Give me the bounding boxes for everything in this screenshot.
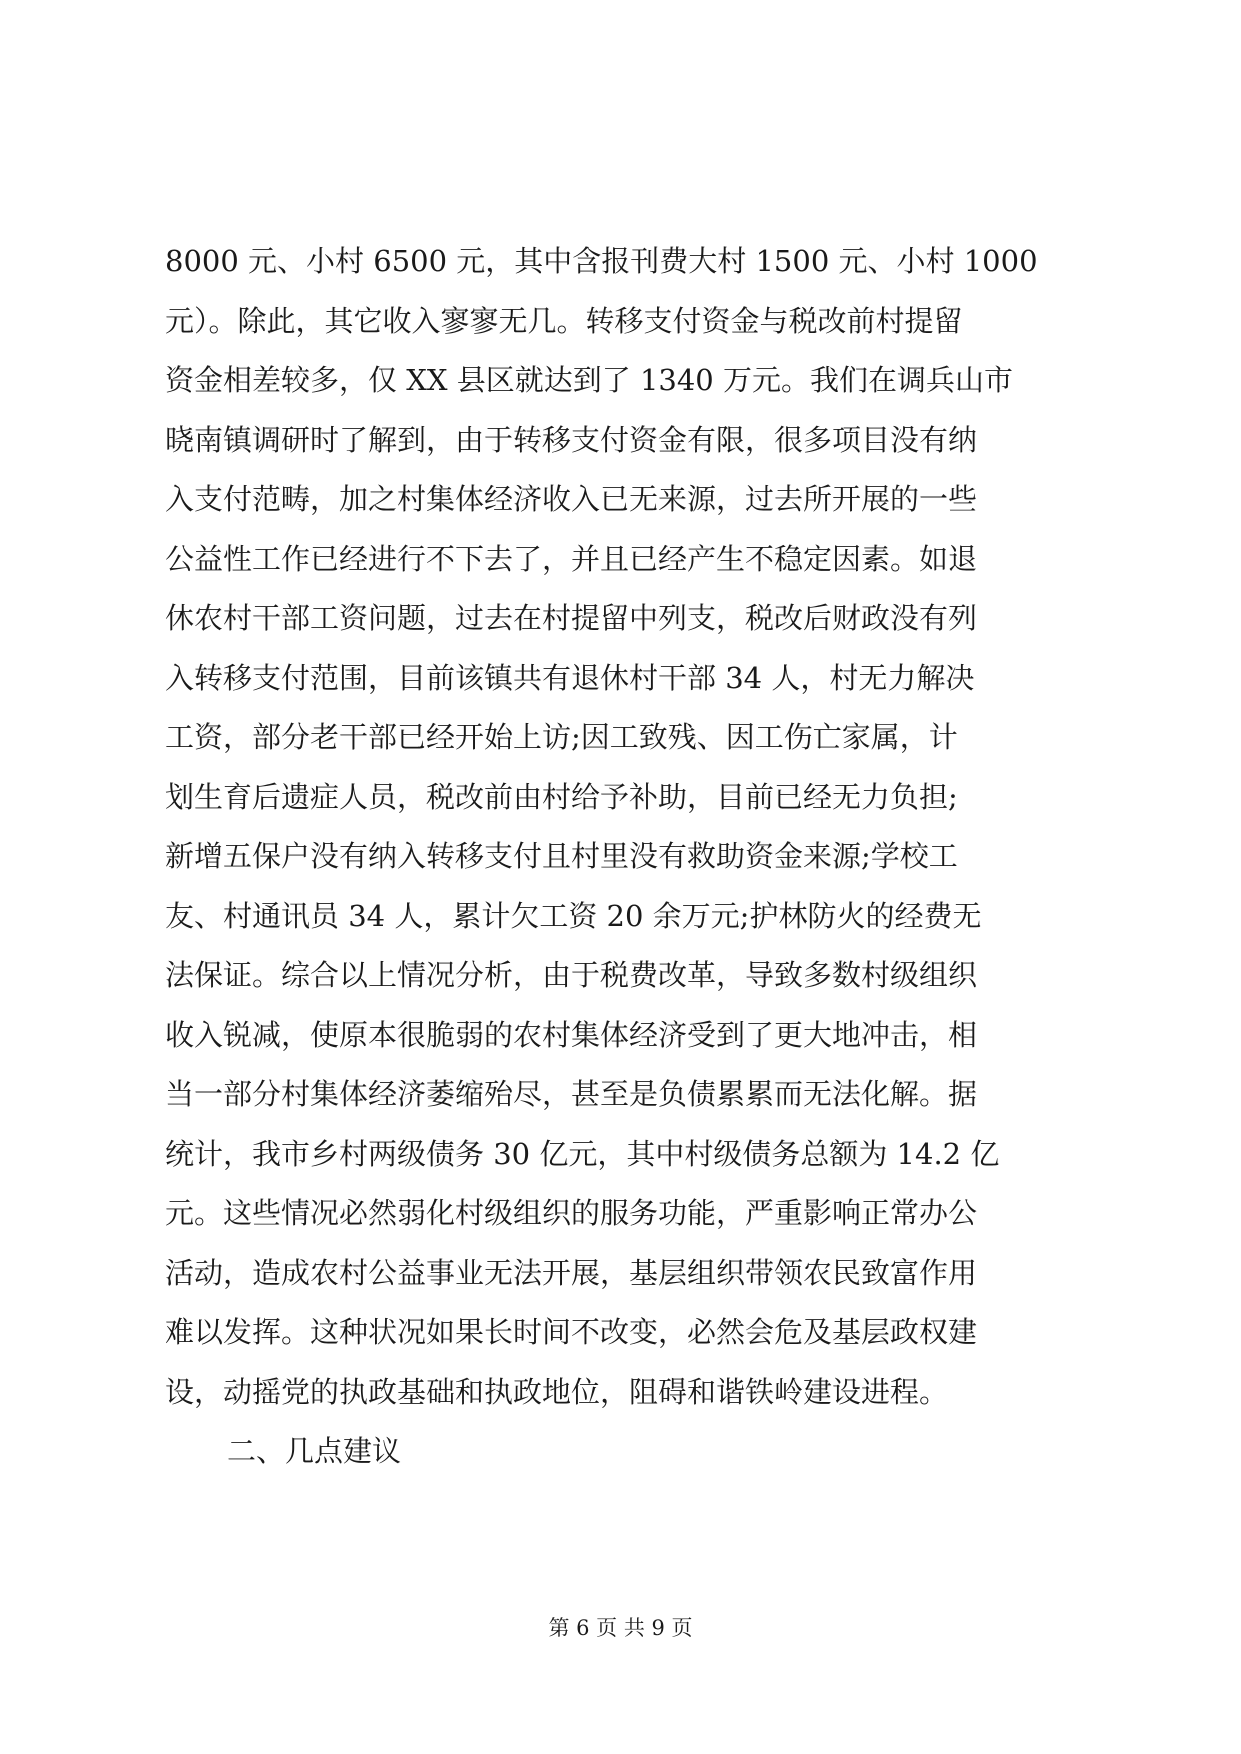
text-line: 入转移支付范围，目前该镇共有退休村干部 34 人，村无力解决 [165, 660, 975, 695]
text-line: 当一部分村集体经济萎缩殆尽，甚至是负债累累而无法化解。据 [165, 1077, 978, 1111]
text-line: 法保证。综合以上情况分析，由于税费改革，导致多数村级组织 [165, 958, 978, 992]
text-line: 收入锐减，使原本很脆弱的农村集体经济受到了更大地冲击，相 [165, 1017, 978, 1052]
page-footer: 第 6 页 共 9 页 [548, 1616, 693, 1640]
text-line: 新增五保户没有纳入转移支付且村里没有救助资金来源;学校工 [165, 839, 958, 873]
text-line: 休农村干部工资问题，过去在村提留中列支，税改后财政没有列 [165, 601, 978, 635]
text-line: 工资，部分老干部已经开始上访;因工致残、因工伤亡家属，计 [165, 720, 958, 754]
text-line: 晓南镇调研时了解到，由于转移支付资金有限，很多项目没有纳 [165, 422, 978, 457]
text-line: 入支付范畴，加之村集体经济收入已无来源，过去所开展的一些 [165, 482, 978, 516]
section-heading: 二、几点建议 [227, 1434, 402, 1468]
text-line: 设，动摇党的执政基础和执政地位，阻碍和谐铁岭建设进程。 [165, 1374, 949, 1409]
text-line: 难以发挥。这种状况如果长时间不改变，必然会危及基层政权建 [165, 1315, 978, 1349]
text-line: 资金相差较多，仅 XX 县区就达到了 1340 万元。我们在调兵山市 [165, 363, 1013, 397]
text-line: 划生育后遗症人员，税改前由村给予补助，目前已经无力负担; [165, 779, 958, 814]
text-line: 活动，造成农村公益事业无法开展，基层组织带领农民致富作用 [165, 1255, 978, 1290]
text-line: 公益性工作已经进行不下去了，并且已经产生不稳定因素。如退 [165, 541, 978, 576]
text-line: 统计，我市乡村两级债务 30 亿元，其中村级债务总额为 14.2 亿 [165, 1136, 1000, 1171]
text-line: 友、村通讯员 34 人，累计欠工资 20 余万元;护林防火的经费无 [165, 898, 982, 933]
text-line: 8000 元、小村 6500 元，其中含报刊费大村 1500 元、小村 1000 [165, 244, 1038, 278]
text-line: 元。这些情况必然弱化村级组织的服务功能，严重影响正常办公 [165, 1196, 978, 1230]
body-text [165, 232, 1085, 1482]
text-line: 元）。除此，其它收入寥寥无几。转移支付资金与税改前村提留 [165, 303, 963, 338]
